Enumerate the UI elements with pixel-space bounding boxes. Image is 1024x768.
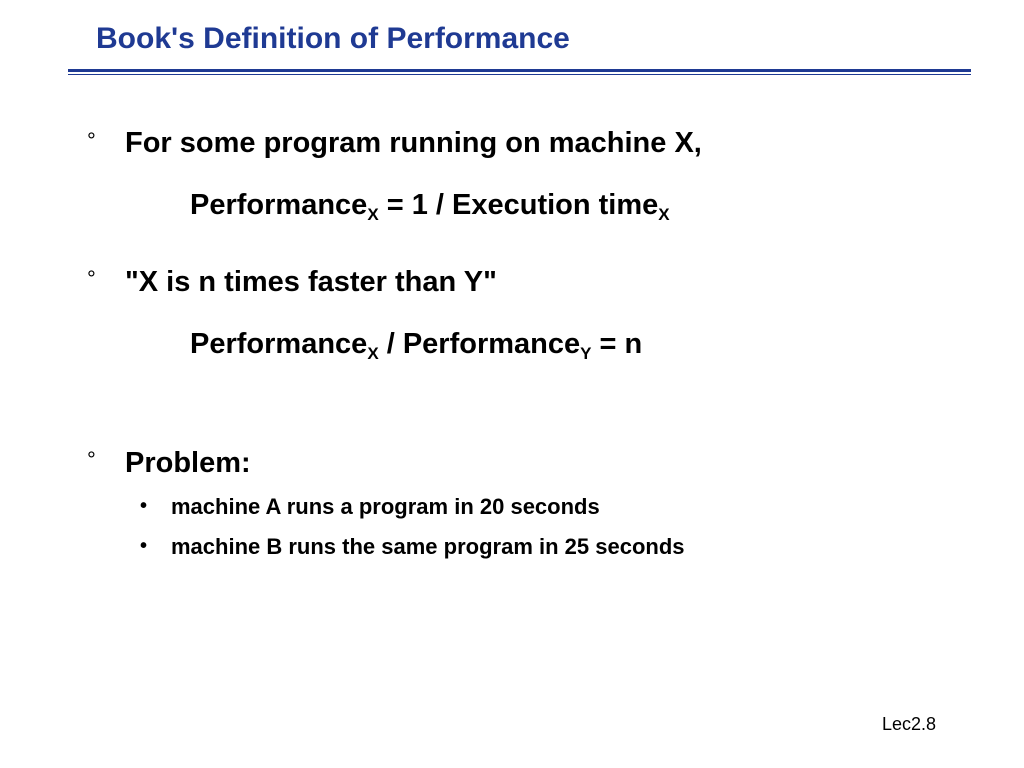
point-2-text: "X is n times faster than Y" xyxy=(125,266,497,298)
point-3-text: Problem: xyxy=(125,447,251,479)
point-1-text: For some program running on machine X, xyxy=(125,127,702,159)
sub-bullet-icon: • xyxy=(140,495,148,517)
formula-subscript: X xyxy=(367,344,379,363)
formula-subscript: Y xyxy=(580,344,592,363)
sub-bullet-icon: • xyxy=(140,535,148,557)
slide-title: Book's Definition of Performance xyxy=(96,22,570,55)
bullet-icon: ° xyxy=(87,266,96,291)
point-2-formula xyxy=(190,328,642,361)
formula-part: Performance xyxy=(190,328,368,360)
bullet-icon: ° xyxy=(87,128,96,153)
formula-part: / Performance xyxy=(378,328,581,360)
title-underline xyxy=(68,69,971,72)
bullet-icon: ° xyxy=(87,447,96,472)
sub-item-2: machine B runs the same program in 25 seconds xyxy=(171,534,685,559)
slide-number: Lec2.8 xyxy=(881,714,936,734)
formula-subscript: X xyxy=(658,205,670,224)
title-underline-thin xyxy=(68,74,971,75)
sub-item-1: machine A runs a program in 20 seconds xyxy=(171,494,600,519)
point-1-formula xyxy=(190,189,670,222)
formula-part: = n xyxy=(591,328,643,360)
formula-subscript: X xyxy=(367,205,379,224)
formula-part: = 1 / Execution time xyxy=(378,189,659,221)
formula-part: Performance xyxy=(190,189,368,221)
